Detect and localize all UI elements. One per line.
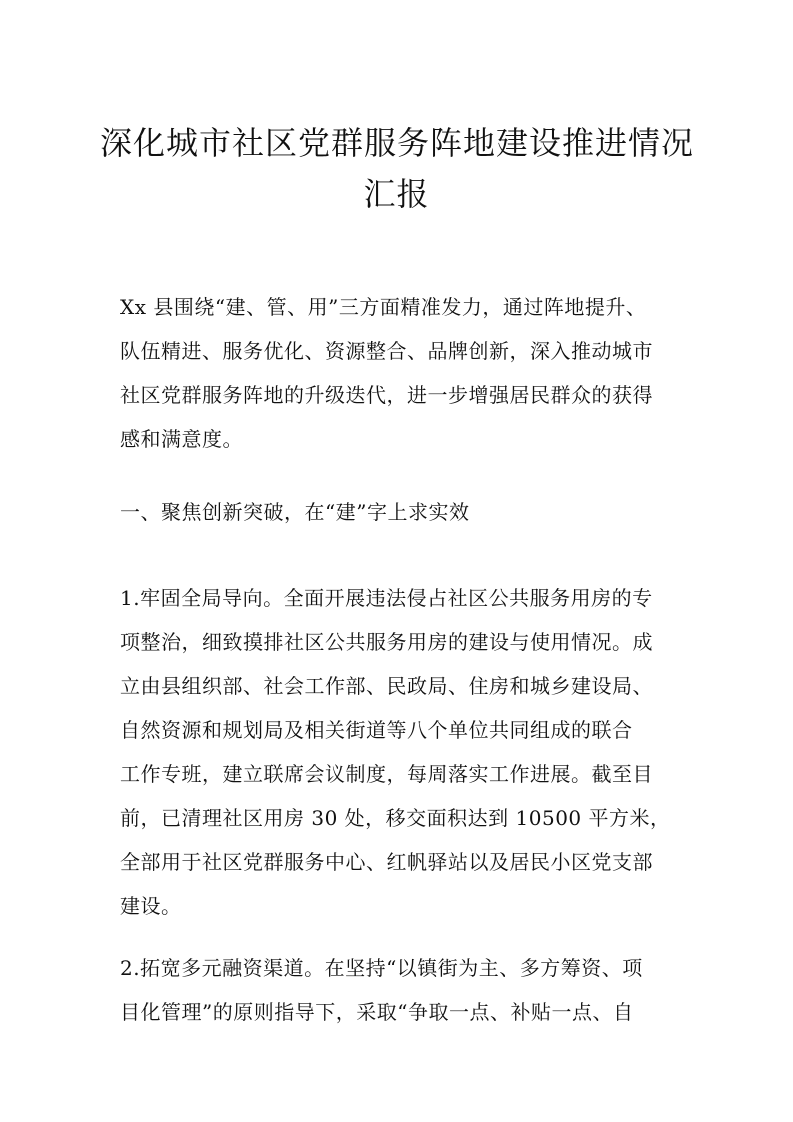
item-1-paragraph — [120, 576, 680, 928]
intro-line: Xx 县围绕“建、管、用”三方面精准发力，通过阵地提升、 — [120, 295, 647, 319]
item-1-line: 全部用于社区党群服务中心、红帆驿站以及居民小区党支部 — [120, 850, 653, 874]
intro-line: 社区党群服务阵地的升级迭代，进一步增强居民群众的获得 — [120, 383, 653, 407]
item-1-line: 前，已清理社区用房 30 处，移交面积达到 10500 平方米， — [120, 806, 671, 830]
item-1-line: 项整治，细致摸排社区公共服务用房的建设与使用情况。成 — [120, 630, 653, 654]
document-title-line-1: 深化城市社区党群服务阵地建设推进情况 — [100, 124, 695, 162]
item-2-paragraph — [120, 946, 680, 1034]
item-1-line: 1.牢固全局导向。全面开展违法侵占社区公共服务用房的专 — [120, 586, 653, 610]
section-1-heading — [120, 490, 680, 534]
item-1-line: 立由县组织部、社会工作部、民政局、住房和城乡建设局、 — [120, 674, 653, 698]
item-1-line: 自然资源和规划局及相关街道等八个单位共同组成的联合 — [120, 718, 633, 742]
item-2-line: 目化管理”的原则指导下，采取“争取一点、补贴一点、自 — [120, 1000, 634, 1024]
intro-line: 感和满意度。 — [120, 427, 243, 451]
item-1-line: 建设。 — [120, 894, 182, 918]
section-heading-text: 一、聚焦创新突破，在“建”字上求实效 — [120, 500, 470, 524]
intro-line: 队伍精进、服务优化、资源整合、品牌创新，深入推动城市 — [120, 339, 653, 363]
document-title-line-2: 汇报 — [363, 175, 430, 213]
intro-paragraph — [120, 285, 680, 461]
item-1-line: 工作专班，建立联席会议制度，每周落实工作进展。截至目 — [120, 762, 653, 786]
item-2-line: 2.拓宽多元融资渠道。在坚持“以镇街为主、多方筹资、项 — [120, 956, 643, 980]
